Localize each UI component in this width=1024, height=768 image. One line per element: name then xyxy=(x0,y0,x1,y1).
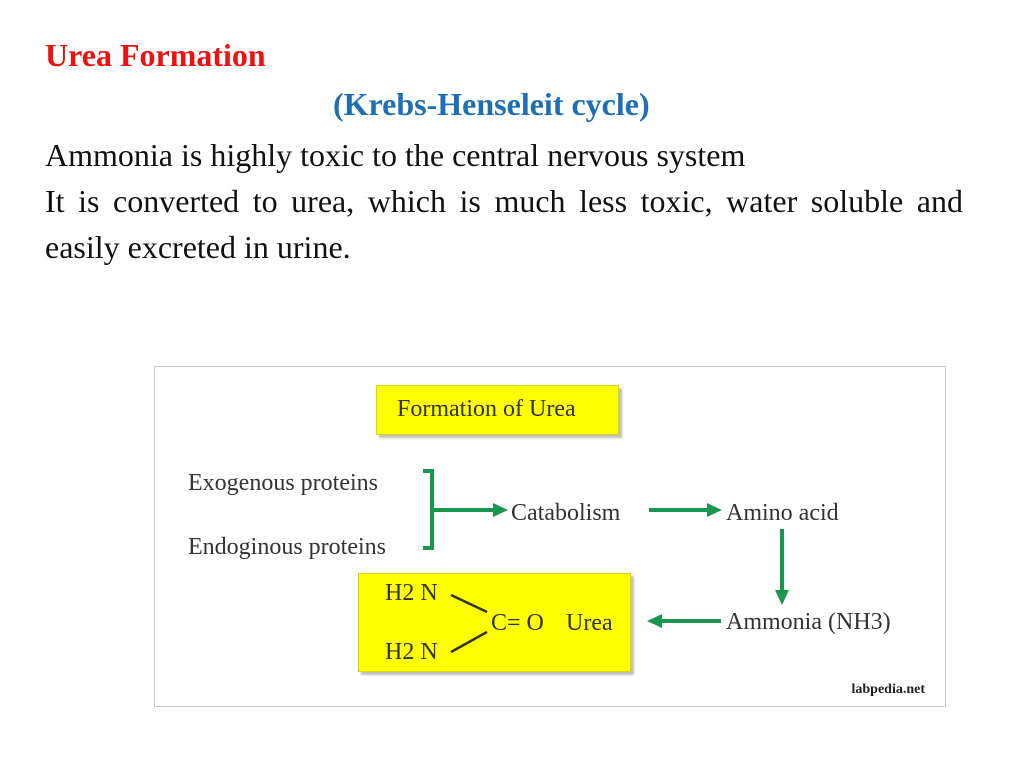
protein-bracket xyxy=(423,471,495,548)
ammonia-label: Ammonia (NH3) xyxy=(726,609,891,635)
body-line-urea: It is converted to urea, which is much less toxic, water soluble and easily excreted in urine. xyxy=(45,183,963,265)
arrow-ammonia-to-urea-head xyxy=(647,614,662,628)
h2n-bottom-label: H2 N xyxy=(385,639,438,665)
exogenous-proteins-label: Exogenous proteins xyxy=(188,470,378,496)
amino-acid-label: Amino acid xyxy=(726,500,839,526)
slide-title: Urea Formation xyxy=(45,37,266,73)
arrow-catabolism-to-amino-acid-head xyxy=(707,503,722,517)
slide-body xyxy=(45,132,963,270)
endogenous-proteins-label: Endoginous proteins xyxy=(188,534,386,560)
catabolism-label: Catabolism xyxy=(511,500,621,526)
heading-box xyxy=(376,385,619,435)
h2n-top-label: H2 N xyxy=(385,580,438,606)
source-credit: labpedia.net xyxy=(851,682,925,697)
urea-structure-box xyxy=(358,573,631,672)
carbonyl-label: C= O xyxy=(491,610,544,636)
urea-label: Urea xyxy=(566,610,613,636)
slide-subtitle: (Krebs-Henseleit cycle) xyxy=(333,86,650,122)
body-line-ammonia: Ammonia is highly toxic to the central nervous system xyxy=(45,137,746,173)
diagram-heading: Formation of Urea xyxy=(397,396,576,422)
arrow-to-catabolism-head xyxy=(493,503,508,517)
arrow-amino-acid-to-ammonia-head xyxy=(775,590,789,605)
urea-formation-diagram xyxy=(154,366,946,707)
